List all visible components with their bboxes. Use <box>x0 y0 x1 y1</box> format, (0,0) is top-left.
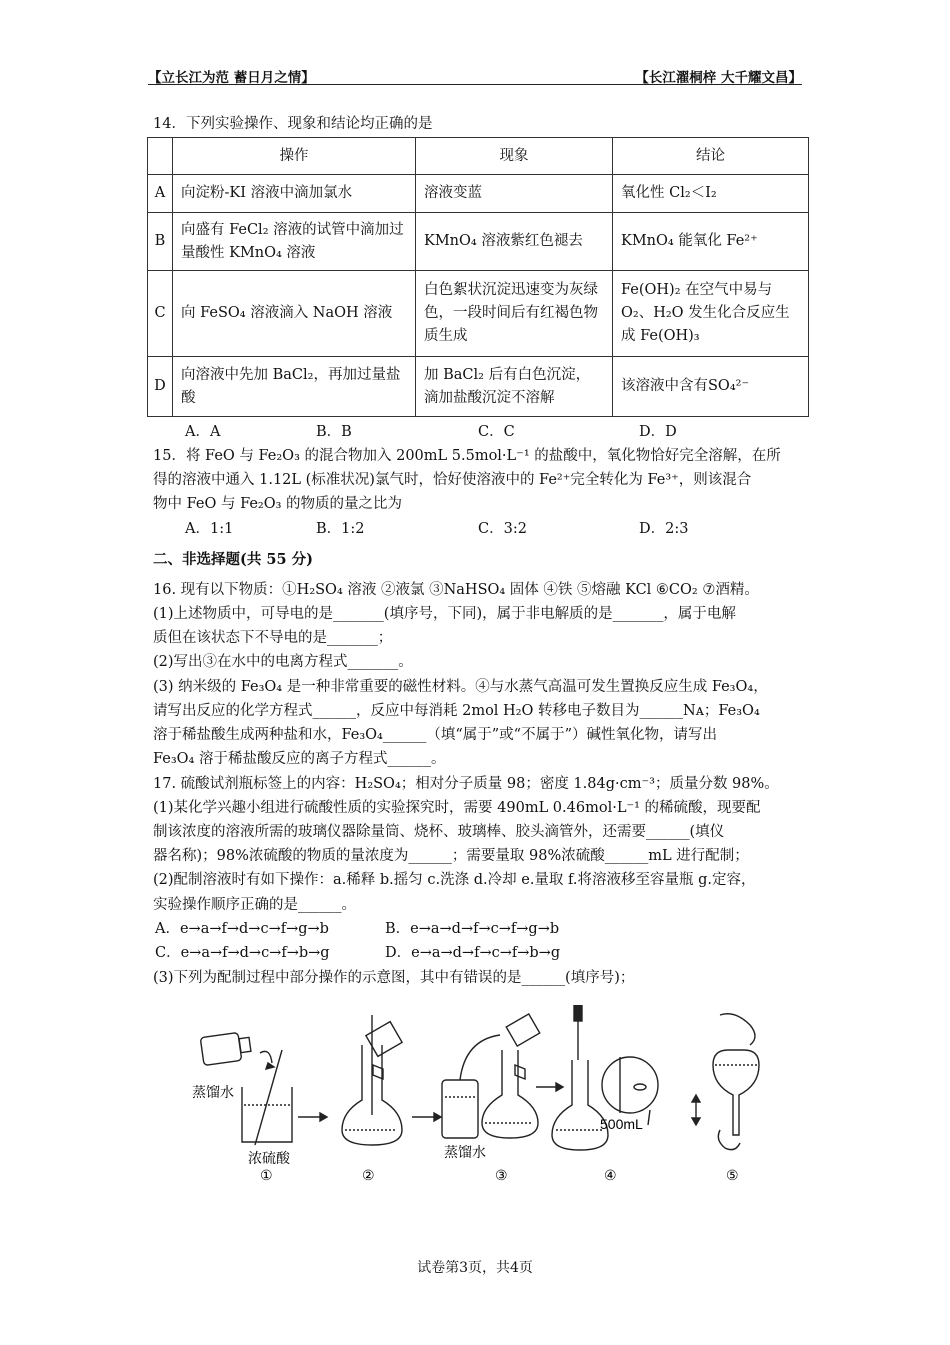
q17-line: 17. 硫酸试剂瓶标签上的内容：H₂SO₄；相对分子质量 98；密度 1.84g·cm⁻³；质量分数 98%。 <box>153 776 779 792</box>
q14-option-b: B．B <box>316 424 352 440</box>
cell-phen: 白色絮状沉淀迅速变为灰绿色，一段时间后有红褐色物质生成 <box>416 271 613 357</box>
table-row <box>148 213 809 271</box>
cell-op: 向 FeSO₄ 溶液滴入 NaOH 溶液 <box>173 271 416 357</box>
num-3: ③ <box>495 1167 508 1183</box>
cell-concl: 该溶液中含有SO₄²⁻ <box>613 357 809 417</box>
q16-line: (1)上述物质中，可导电的是_______(填序号，下同)，属于非电解质的是_______，属于电解 <box>153 606 736 622</box>
header-divider <box>148 84 802 85</box>
q17-option-c: C．e→a→f→d→c→f→b→g <box>155 945 330 961</box>
q15-option-c: C．3:2 <box>478 521 527 537</box>
cell-op: 向淀粉-KI 溶液中滴加氯水 <box>173 175 416 213</box>
cell-phen: 溶液变蓝 <box>416 175 613 213</box>
q15-line: 物中 FeO 与 Fe₂O₃ 的物质的量之比为 <box>153 496 403 512</box>
q16-line: Fe₃O₄ 溶于稀盐酸反应的离子方程式______。 <box>153 751 446 767</box>
q17-option-b: B．e→a→d→f→c→f→g→b <box>385 921 560 937</box>
q16-line: (2)写出③在水中的电离方程式_______。 <box>153 654 413 670</box>
q16-line: 质但在该状态下不导电的是_______； <box>153 630 393 646</box>
num-1: ① <box>260 1167 273 1183</box>
header-left: 【立长江为范 蓄日月之情】 <box>148 70 315 86</box>
cell-op: 向盛有 FeCl₂ 溶液的试管中滴加过量酸性 KMnO₄ 溶液 <box>173 213 416 271</box>
cell-concl: 氧化性 Cl₂＜I₂ <box>613 175 809 213</box>
q14-stem: 14．下列实验操作、现象和结论均正确的是 <box>153 116 433 132</box>
cell-concl: Fe(OH)₂ 在空气中易与 O₂、H₂O 发生化合反应生成 Fe(OH)₃ <box>613 271 809 357</box>
q17-sub3: (3)下列为配制过程中部分操作的示意图，其中有错误的是______(填序号)； <box>153 970 635 986</box>
num-2: ② <box>362 1167 375 1183</box>
header-cell-op: 操作 <box>173 138 416 175</box>
num-5: ⑤ <box>726 1167 739 1183</box>
row-label: B <box>148 213 173 271</box>
q15-option-d: D．2:3 <box>639 521 689 537</box>
q17-line: 实验操作顺序正确的是______。 <box>153 897 356 913</box>
table-header-row <box>148 138 809 175</box>
label-water1: 蒸馏水 <box>192 1084 234 1100</box>
cell-op: 向溶液中先加 BaCl₂，再加过量盐酸 <box>173 357 416 417</box>
cell-phen: KMnO₄ 溶液紫红色褪去 <box>416 213 613 271</box>
label-volume: 500mL <box>600 1116 643 1132</box>
arrow-icon <box>536 1083 563 1091</box>
q17-line: 制该浓度的溶液所需的玻璃仪器除量筒、烧杯、玻璃棒、胶头滴管外，还需要______(填仪 <box>153 824 725 840</box>
q17-line: 器名称)；98%浓硫酸的物质的量浓度为______；需要量取 98%浓硫酸______mL 进行配制； <box>153 848 749 864</box>
table-row <box>148 271 809 357</box>
q15-line: 15．将 FeO 与 Fe₂O₃ 的混合物加入 200mL 5.5mol·L⁻¹ 的盐酸中，氧化物恰好完全溶解，在所 <box>153 448 781 464</box>
row-label: D <box>148 357 173 417</box>
q14-option-c: C．C <box>478 424 515 440</box>
lab-figure <box>180 1005 780 1190</box>
num-4: ④ <box>604 1167 617 1183</box>
row-label: C <box>148 271 173 357</box>
q16-line: 请写出反应的化学方程式______，反应中每消耗 2mol H₂O 转移电子数目为______Nᴀ；Fe₃O₄ <box>153 703 760 719</box>
table-row <box>148 175 809 213</box>
page-footer: 试卷第3页，共4页 <box>417 1260 533 1276</box>
label-water2: 蒸馏水 <box>444 1144 486 1160</box>
q15-option-b: B．1:2 <box>316 521 365 537</box>
q16-line: 溶于稀盐酸生成两种盐和水，Fe₃O₄______（填“属于”或“不属于”）碱性氧化物，请写出 <box>153 727 718 743</box>
step5-shake-diagram <box>713 1014 759 1150</box>
arrow-icon <box>412 1113 441 1121</box>
q17-option-d: D．e→a→d→f→c→f→b→g <box>385 945 561 961</box>
row-label: A <box>148 175 173 213</box>
q14-option-d: D．D <box>639 424 677 440</box>
header-cell-concl: 结论 <box>613 138 809 175</box>
section-title: 二、非选择题(共 55 分) <box>153 551 313 568</box>
header-cell-blank <box>148 138 173 175</box>
header-right: 【长江濯桐梓 大千耀文昌】 <box>635 70 802 86</box>
step3-wash-diagram <box>442 1014 540 1138</box>
q17-option-a: A．e→a→f→d→c→f→g→b <box>155 921 329 937</box>
q14-table <box>147 137 809 417</box>
cell-phen: 加 BaCl₂ 后有白色沉淀，滴加盐酸沉淀不溶解 <box>416 357 613 417</box>
cell-concl: KMnO₄ 能氧化 Fe²⁺ <box>613 213 809 271</box>
header-cell-phen: 现象 <box>416 138 613 175</box>
q15-option-a: A．1:1 <box>185 521 234 537</box>
double-arrow-icon <box>692 1095 700 1125</box>
arrow-icon <box>298 1113 327 1121</box>
q16-line: 16. 现有以下物质：①H₂SO₄ 溶液 ②液氯 ③NaHSO₄ 固体 ④铁 ⑤熔融 KCl ⑥CO₂ ⑦酒精。 <box>153 582 759 598</box>
q17-line: (2)配制溶液时有如下操作：a.稀释 b.摇匀 c.洗涤 d.冷却 e.量取 f.将溶液移至容量瓶 g.定容， <box>153 872 756 888</box>
table-row <box>148 357 809 417</box>
q17-line: (1)某化学兴趣小组进行硫酸性质的实验探究时，需要 490mL 0.46mol·L⁻¹ 的稀硫酸，现要配 <box>153 800 761 816</box>
label-acid: 浓硫酸 <box>248 1150 290 1166</box>
step2-transfer-diagram <box>342 1015 402 1145</box>
q15-line: 得的溶液中通入 1.12L (标准状况)氯气时，恰好使溶液中的 Fe²⁺完全转化为 Fe³⁺，则该混合 <box>153 472 752 488</box>
q14-option-a: A．A <box>185 424 221 440</box>
q16-line: (3) 纳米级的 Fe₃O₄ 是一种非常重要的磁性材料。④与水蒸气高温可发生置换反应生成 Fe₃O₄， <box>153 679 768 695</box>
